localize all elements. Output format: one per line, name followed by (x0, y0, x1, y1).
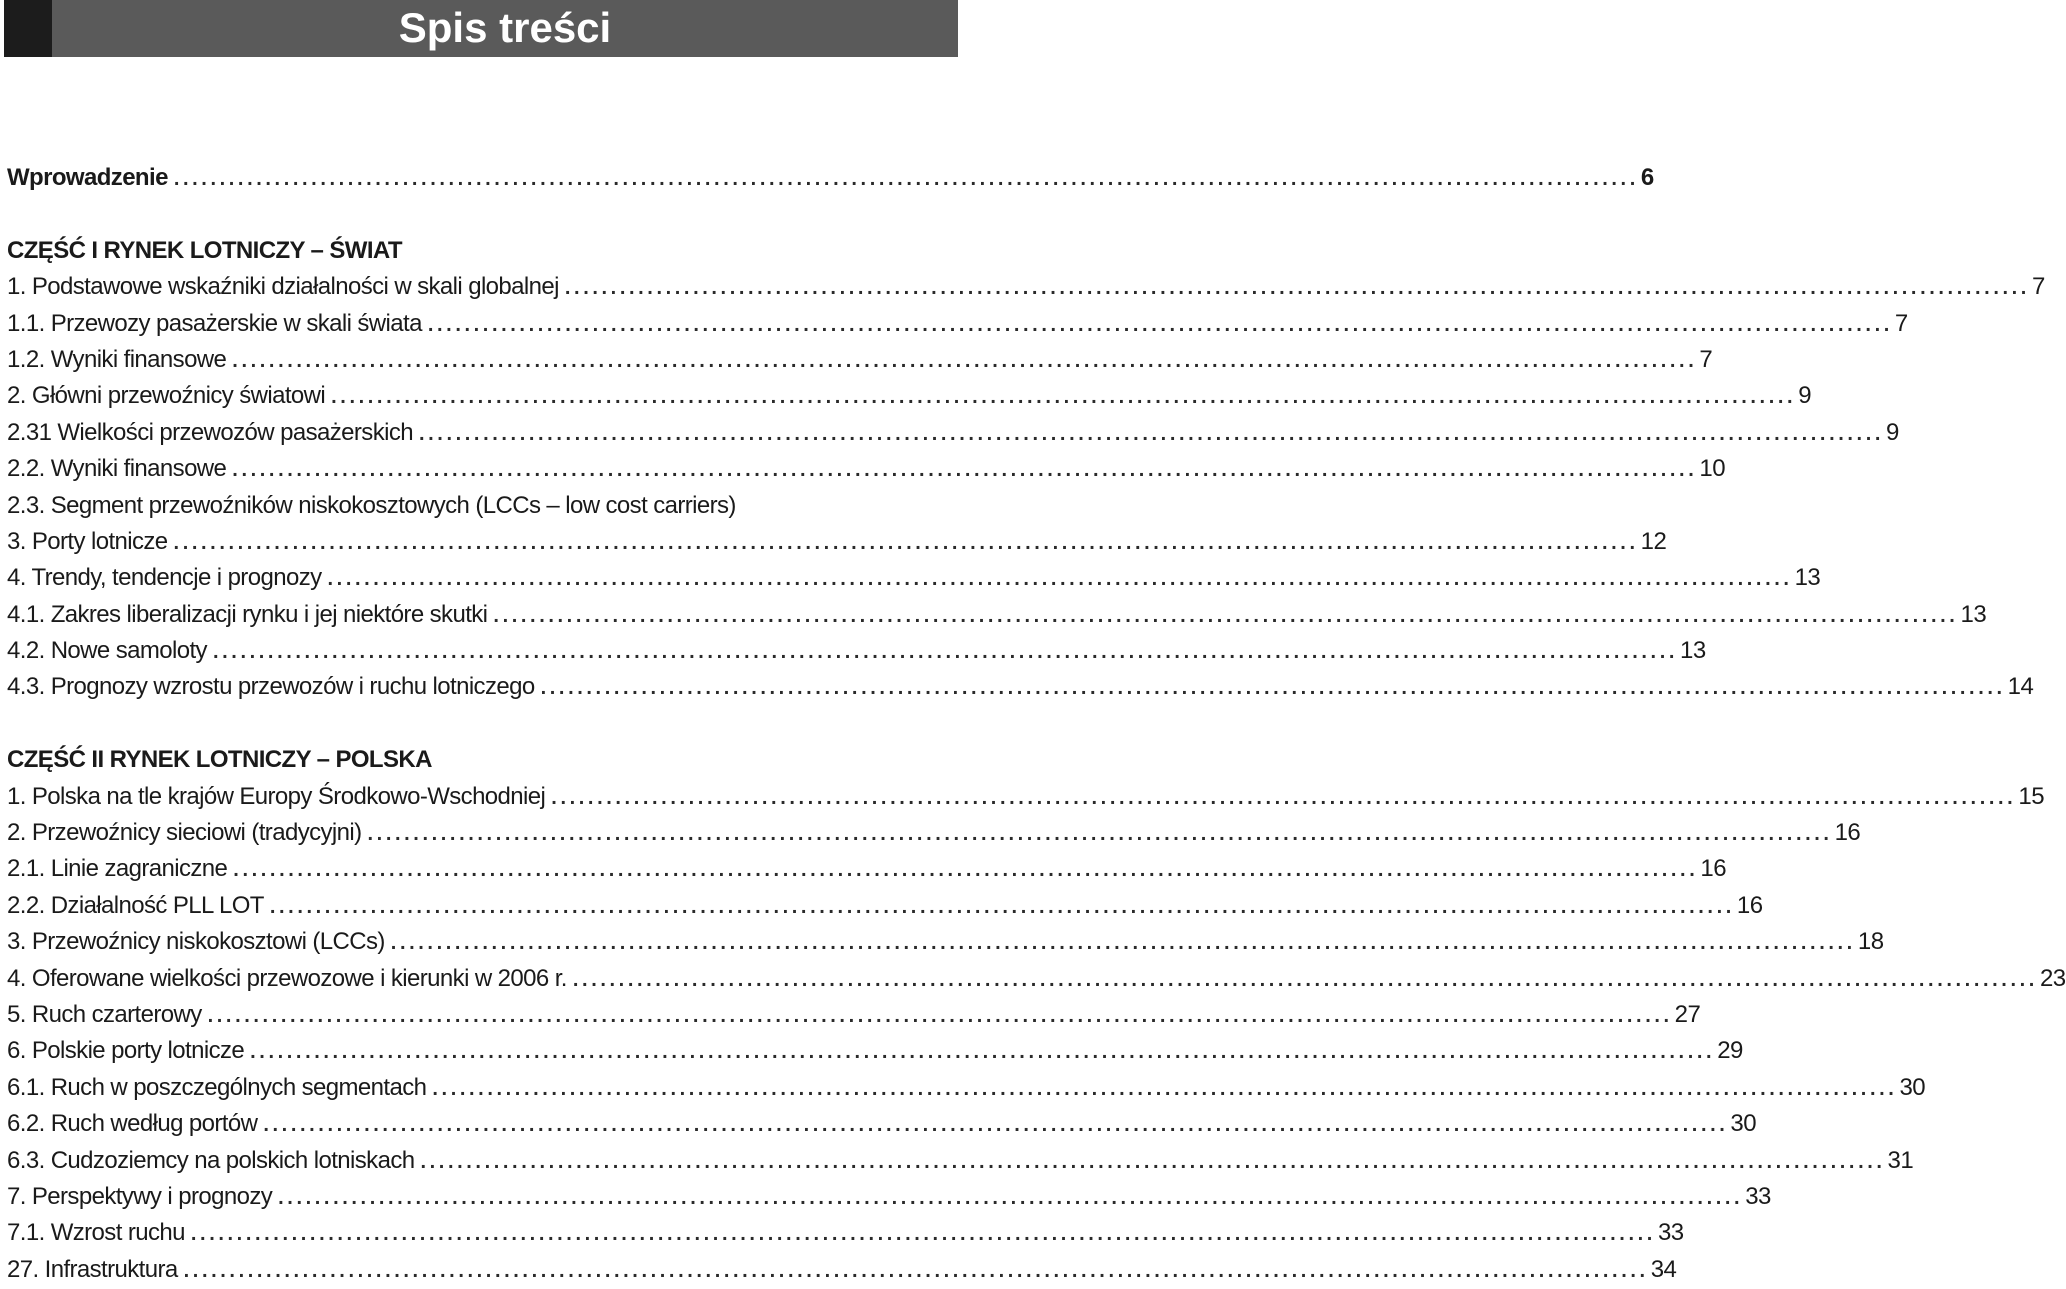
toc-entry[interactable] (7, 888, 1763, 924)
section-spacer (7, 196, 879, 232)
toc-entry-page: 29 (1717, 1037, 1743, 1065)
toc-entry-label: 2.2. Wyniki finansowe (7, 455, 227, 483)
dot-leader: ................................................................................................................................................................ (263, 1114, 1729, 1137)
toc-entry-page: 9 (1798, 382, 1812, 410)
toc-entry[interactable] (7, 1143, 1914, 1179)
dot-leader: ................................................................................................................................................................ (250, 1041, 1716, 1064)
toc-entry[interactable] (7, 451, 1726, 487)
toc-entry[interactable] (7, 342, 1713, 378)
dot-leader: ................................................................................................................................................................ (564, 277, 2030, 300)
toc-entry-label: 2.3. Segment przewoźników niskokosztowych (LCCs – low cost carriers) (7, 491, 736, 519)
dot-leader: ................................................................................................................................................................ (493, 604, 1959, 627)
toc-entry[interactable] (7, 1070, 1926, 1106)
toc-entry-page: 13 (1680, 637, 1706, 665)
toc-entry-page: 34 (1650, 1255, 1677, 1283)
dot-leader: ................................................................................................................................................................ (173, 168, 1639, 190)
toc-entry[interactable] (7, 997, 1701, 1033)
toc-entry-page: 13 (1960, 600, 1987, 628)
dot-leader: ................................................................................................................................................................ (540, 677, 2006, 700)
toc-entry-page: 30 (1899, 1073, 1926, 1101)
toc-entry-label: 7. Perspektywy i prognozy (7, 1182, 273, 1210)
dot-leader: ................................................................................................................................................................ (232, 459, 1698, 482)
dot-leader: ................................................................................................................................................................ (190, 1223, 1656, 1246)
toc-entry[interactable] (7, 1179, 1771, 1215)
toc-entry-page: 33 (1657, 1219, 1684, 1247)
toc-entry-page: 33 (1745, 1182, 1771, 1210)
toc-entry[interactable] (7, 378, 1812, 414)
dot-leader: ................................................................................................................................................................ (427, 313, 1893, 336)
toc-entry[interactable] (7, 1252, 1677, 1288)
toc-entry-page: 15 (2018, 782, 2045, 810)
toc-entry[interactable] (7, 597, 1987, 633)
toc-entry-page: 16 (1834, 819, 1861, 847)
toc-entry-page: 18 (1857, 928, 1884, 956)
toc-entry-label: 3. Porty lotnicze (7, 527, 168, 555)
toc-entry[interactable] (7, 961, 2066, 997)
part-1-heading: CZĘŚĆ I RYNEK LOTNICZY – ŚWIAT (7, 236, 402, 264)
dot-leader: ................................................................................................................................................................ (420, 1150, 1886, 1173)
part-1-entries (7, 269, 2045, 706)
toc-entry-label: 1.1. Przewozy pasażerskie w skali świata (7, 309, 422, 337)
toc-entry[interactable] (7, 560, 1821, 596)
toc-entry[interactable] (7, 633, 1706, 669)
toc-entry-label: 27. Infrastruktura (7, 1255, 178, 1283)
dot-leader: ................................................................................................................................................................ (572, 968, 2038, 991)
toc-entry-label: 6.1. Ruch w poszczególnych segmentach (7, 1073, 427, 1101)
page-title: Spis treści (398, 4, 612, 51)
toc-entry[interactable] (7, 306, 1908, 342)
section-spacer (7, 706, 879, 742)
dot-leader: ................................................................................................................................................................ (278, 1186, 1744, 1209)
toc-entry-page: 30 (1730, 1110, 1757, 1138)
toc-entry-label: 2.31 Wielkości przewozów pasażerskich (7, 418, 413, 446)
dot-leader: ................................................................................................................................................................ (327, 568, 1793, 591)
toc-entry-page: 14 (2007, 673, 2034, 701)
toc-entry-page: 7 (1894, 309, 1908, 337)
dot-leader: ................................................................................................................................................................ (207, 1004, 1673, 1027)
toc-entry-label: 6.2. Ruch według portów (7, 1110, 258, 1138)
toc-entry[interactable] (7, 1033, 1743, 1069)
toc-entry-label: 4.1. Zakres liberalizacji rynku i jej niektóre skutki (7, 600, 488, 628)
toc-entry-label: 7.1. Wzrost ruchu (7, 1219, 185, 1247)
toc-entry-label: 4.3. Prognozy wzrostu przewozów i ruchu lotniczego (7, 673, 535, 701)
dot-leader: ................................................................................................................................................................ (212, 641, 1679, 664)
toc-entry-page: 16 (1736, 891, 1763, 919)
dot-leader: ................................................................................................................................................................ (173, 531, 1639, 554)
toc-entry-label: 5. Ruch czarterowy (7, 1000, 202, 1028)
toc-entry[interactable] (7, 488, 879, 524)
toc-entry[interactable] (7, 415, 1899, 451)
toc-entry-page: 13 (1794, 564, 1821, 592)
toc-entry-label: 1.2. Wyniki finansowe (7, 345, 227, 373)
toc-entry-label: 4. Trendy, tendencje i prognozy (7, 564, 322, 592)
dot-leader: ................................................................................................................................................................ (390, 932, 1856, 955)
toc-entry[interactable] (7, 851, 1727, 887)
toc-entry-page: 12 (1640, 527, 1667, 555)
toc-entry-label: 2. Główni przewoźnicy światowi (7, 382, 326, 410)
title-bar-marker (4, 0, 52, 57)
toc-entry-page: 27 (1674, 1000, 1701, 1028)
toc-entry-label: 1. Polska na tle krajów Europy Środkowo-Wschodniej (7, 782, 546, 810)
toc-entry-label: 2.1. Linie zagraniczne (7, 855, 228, 883)
dot-leader: ................................................................................................................................................................ (233, 859, 1699, 882)
dot-leader: ................................................................................................................................................................ (183, 1259, 1649, 1282)
toc-entry-page: 7 (1699, 345, 1713, 373)
toc-entry[interactable] (7, 815, 1861, 851)
toc-entry-label: 1. Podstawowe wskaźniki działalności w skali globalnej (7, 273, 559, 301)
toc-entry-label: Wprowadzenie (7, 164, 168, 191)
toc-entry[interactable] (7, 524, 1667, 560)
toc-entry-label: 2.2. Działalność PLL LOT (7, 891, 264, 919)
toc-entry[interactable] (7, 269, 2045, 305)
toc-entry[interactable] (7, 669, 2034, 705)
dot-leader: ................................................................................................................................................................ (367, 823, 1833, 846)
toc-entry[interactable] (7, 924, 1884, 960)
dot-leader: ................................................................................................................................................................ (269, 895, 1735, 918)
toc-entry-intro[interactable] (7, 160, 1654, 196)
title-bar (4, 0, 958, 57)
toc-entry-page: 31 (1887, 1146, 1914, 1174)
dot-leader: ................................................................................................................................................................ (232, 349, 1698, 372)
toc-entry-page: 6 (1640, 164, 1654, 191)
toc-entry-label: 6. Polskie porty lotnicze (7, 1037, 245, 1065)
toc-entry-page: 7 (2031, 273, 2045, 301)
toc-entry-page: 23 (2039, 964, 2066, 992)
table-of-contents (7, 160, 2066, 1288)
toc-entry[interactable] (7, 779, 2045, 815)
part-2-heading: CZĘŚĆ II RYNEK LOTNICZY – POLSKA (7, 746, 432, 774)
toc-entry-label: 3. Przewoźnicy niskokosztowi (LCCs) (7, 928, 385, 956)
dot-leader: ................................................................................................................................................................ (551, 786, 2017, 809)
toc-entry-page: 10 (1699, 455, 1726, 483)
toc-entry[interactable] (7, 1215, 1684, 1251)
toc-entry-label: 2. Przewoźnicy sieciowi (tradycyjni) (7, 819, 362, 847)
toc-entry-label: 4. Oferowane wielkości przewozowe i kierunki w 2006 r. (7, 964, 567, 992)
toc-entry-page: 9 (1886, 418, 1899, 446)
dot-leader: ................................................................................................................................................................ (418, 422, 1885, 445)
dot-leader: ................................................................................................................................................................ (432, 1077, 1898, 1100)
dot-leader: ................................................................................................................................................................ (331, 386, 1797, 409)
part-2-entries (7, 779, 2066, 1288)
toc-entry-label: 4.2. Nowe samoloty (7, 637, 207, 665)
toc-entry-label: 6.3. Cudzoziemcy na polskich lotniskach (7, 1146, 415, 1174)
toc-entry-page: 16 (1700, 855, 1727, 883)
toc-entry[interactable] (7, 1106, 1757, 1142)
